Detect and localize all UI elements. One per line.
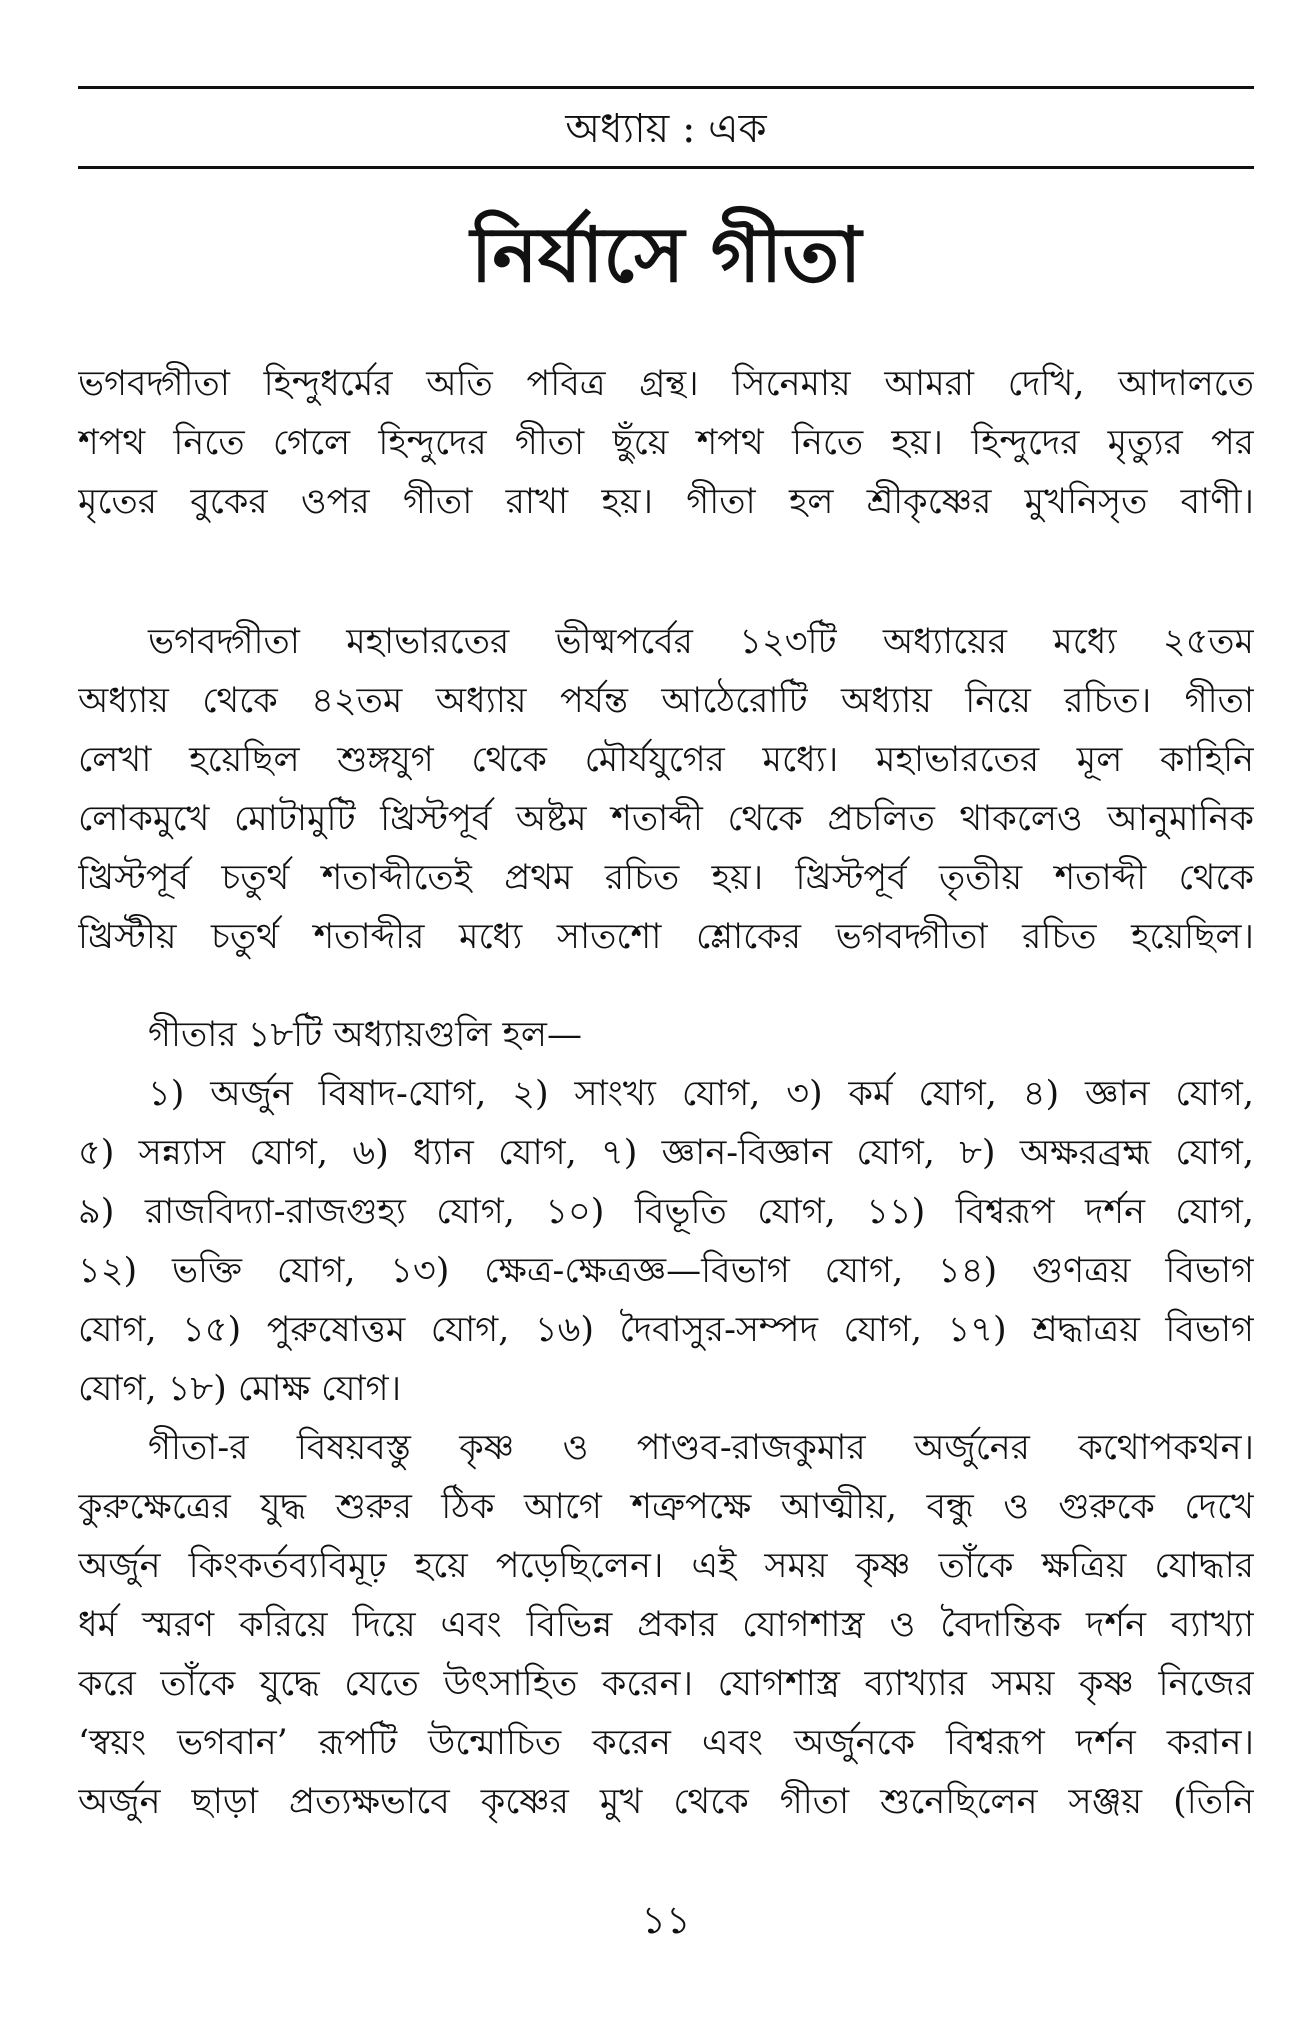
paragraph-subject [78,1419,1254,1832]
text-line: অধ্যায় থেকে ৪২তম অধ্যায় পর্যন্ত আঠেরোটি অধ্যায় নিয়ে রচিত। গীতা [78,681,1254,721]
paragraph-history [78,613,1254,967]
text-line: খ্রিস্টীয় চতুর্থ শতাব্দীর মধ্যে সাতশো শ্লোকের ভগবদ্গীতা রচিত হয়েছিল। [78,917,1254,957]
text-line: যোগ, ১৫) পুরুষোত্তম যোগ, ১৬) দৈবাসুর-সম্পদ যোগ, ১৭) শ্রদ্ধাত্রয় বিভাগ [78,1310,1254,1350]
text-line: ১) অর্জুন বিষাদ-যোগ, ২) সাংখ্য যোগ, ৩) কর্ম যোগ, ৪) জ্ঞান যোগ, [148,1074,1254,1114]
text-line: ধর্ম স্মরণ করিয়ে দিয়ে এবং বিভিন্ন প্রকার যোগশাস্ত্র ও বৈদান্তিক দর্শন ব্যাখ্যা [78,1605,1254,1645]
text-line: লেখা হয়েছিল শুঙ্গযুগ থেকে মৌর্যযুগের মধ্যে। মহাভারতের মূল কাহিনি [78,740,1254,780]
text-line: ৯) রাজবিদ্যা-রাজগুহ্য যোগ, ১০) বিভূতি যোগ, ১১) বিশ্বরূপ দর্শন যোগ, [78,1192,1254,1232]
text-line: ভগবদ্গীতা মহাভারতের ভীষ্মপর্বের ১২৩টি অধ্যায়ের মধ্যে ২৫তম [148,622,1254,662]
paragraph-chapter-list-intro [78,1006,1254,1065]
text-line: গীতা-র বিষয়বস্তু কৃষ্ণ ও পাণ্ডব-রাজকুমার অর্জুনের কথোপকথন। [148,1428,1254,1468]
text-line: ভগবদ্গীতা হিন্দুধর্মের অতি পবিত্র গ্রন্থ। সিনেমায় আমরা দেখি, আদালতে [78,364,1254,404]
text-line: ৫) সন্ন্যাস যোগ, ৬) ধ্যান যোগ, ৭) জ্ঞান-বিজ্ঞান যোগ, ৮) অক্ষরব্রহ্ম যোগ, [78,1133,1254,1173]
text-line: শপথ নিতে গেলে হিন্দুদের গীতা ছুঁয়ে শপথ নিতে হয়। হিন্দুদের মৃত্যুর পর [78,423,1254,463]
page-number: ১১ [641,1898,691,1942]
header-rule-top [78,86,1254,89]
text-line: অর্জুন কিংকর্তব্যবিমূঢ় হয়ে পড়েছিলেন। এই সময় কৃষ্ণ তাঁকে ক্ষত্রিয় যোদ্ধার [78,1546,1254,1586]
text-line: খ্রিস্টপূর্ব চতুর্থ শতাব্দীতেই প্রথম রচিত হয়। খ্রিস্টপূর্ব তৃতীয় শতাব্দী থেকে [78,858,1254,898]
text-line: ‘স্বয়ং ভগবান’ রূপটি উন্মোচিত করেন এবং অর্জুনকে বিশ্বরূপ দর্শন করান। [78,1723,1254,1763]
text-line: লোকমুখে মোটামুটি খ্রিস্টপূর্ব অষ্টম শতাব্দী থেকে প্রচলিত থাকলেও আনুমানিক [78,799,1254,839]
paragraph-intro [78,355,1254,532]
chapter-title: নির্যাসে গীতা [470,210,862,299]
text-line: ১২) ভক্তি যোগ, ১৩) ক্ষেত্র-ক্ষেত্রজ্ঞ—বিভাগ যোগ, ১৪) গুণত্রয় বিভাগ [78,1251,1254,1291]
text-line: অর্জুন ছাড়া প্রত্যক্ষভাবে কৃষ্ণের মুখ থেকে গীতা শুনেছিলেন সঞ্জয় (তিনি [78,1782,1254,1822]
text-line: গীতার ১৮টি অধ্যায়গুলি হল— [148,1015,582,1055]
header-rule-bottom [78,166,1254,169]
text-line: কুরুক্ষেত্রের যুদ্ধ শুরুর ঠিক আগে শত্রুপক্ষে আত্মীয়, বন্ধু ও গুরুকে দেখে [78,1487,1254,1527]
paragraph-chapter-list [78,1065,1254,1419]
text-line: মৃতের বুকের ওপর গীতা রাখা হয়। গীতা হল শ্রীকৃষ্ণের মুখনিসৃত বাণী। [78,482,1254,522]
text-line: করে তাঁকে যুদ্ধে যেতে উৎসাহিত করেন। যোগশাস্ত্র ব্যাখ্যার সময় কৃষ্ণ নিজের [78,1664,1254,1704]
text-line: যোগ, ১৮) মোক্ষ যোগ। [78,1369,402,1409]
chapter-label: অধ্যায় : এক [565,106,767,152]
